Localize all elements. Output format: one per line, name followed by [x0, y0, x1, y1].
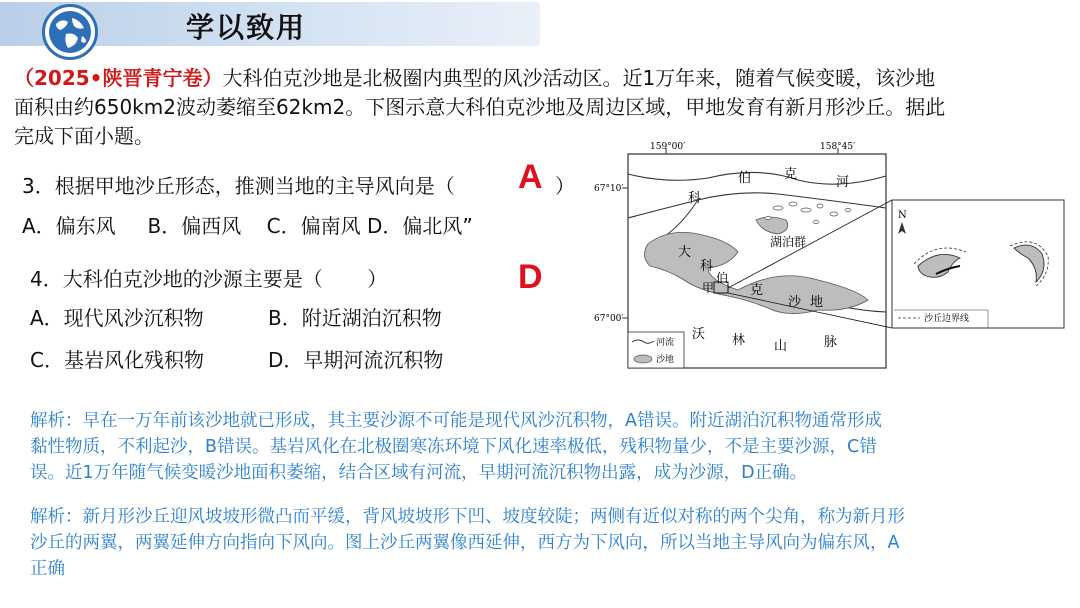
question-4-option-c: C．基岩风化残积物 — [30, 348, 204, 372]
analysis-q4-line-3: 误。近1万年随气候变暖沙地面积萎缩，结合区域有河流，早期河流沉积物出露，成为沙源，D正确。 — [30, 463, 808, 483]
label-sha: 沙 — [788, 295, 802, 310]
analysis-q3 — [30, 504, 1040, 582]
legend-river: 河流 — [656, 338, 675, 348]
intro-line-1 — [14, 64, 1064, 93]
label-di: 地 — [810, 295, 824, 310]
question-4-option-a: A．现代风沙沉积物 — [30, 306, 204, 330]
question-4-answer: D — [518, 258, 543, 296]
label-jia: 甲 — [702, 281, 715, 295]
label-shan: 山 — [774, 339, 788, 354]
boundary-label: 沙丘边界线 — [924, 314, 970, 324]
analysis-q3-line-2: 沙丘的两翼，两翼延伸方向指向下风向。图上沙丘两翼像西延伸，西方为下风向，所以当地主导风向为偏东风，A — [30, 533, 900, 553]
question-4-option-d: D．早期河流沉积物 — [268, 348, 444, 372]
label-bo: 伯 — [716, 271, 729, 285]
analysis-q4-line-2: 黏性物质，不利起沙，B错误。基岩风化在北极圈寒冻环境下风化速率极低，残积物量少，不是主要沙源，C错 — [30, 437, 877, 457]
question-3-options: A．偏东风 B．偏西风 C．偏南风 D．偏北风” — [22, 214, 473, 238]
question-4-option-b: B．附近湖泊沉积物 — [268, 306, 442, 330]
lon-left-label: 159°00′ — [650, 142, 686, 152]
label-lakes: 湖泊群 — [770, 235, 807, 249]
label-ke3: 克 — [750, 283, 764, 298]
map-figure — [588, 140, 1068, 372]
page-title: 学以致用 — [186, 11, 307, 44]
label-da: 大 — [678, 245, 692, 260]
label-river-ke: 科 — [688, 191, 702, 206]
globe-icon — [42, 4, 98, 60]
label-lin: 林 — [732, 333, 746, 348]
intro-line-2: 面积由约650km2波动萎缩至62km2。下图示意大科伯克沙地及周边区域，甲地发育有新月形沙丘。据此 — [14, 95, 946, 119]
label-river-bo: 伯 — [738, 171, 752, 186]
intro-line-3: 完成下面小题。 — [14, 124, 154, 148]
label-wo: 沃 — [692, 327, 706, 342]
lat-top-label: 67°10′ — [594, 184, 624, 194]
label-ke: 科 — [700, 259, 714, 274]
analysis-q3-line-1: 解析：新月形沙丘迎风坡坡形微凸而平缓，背风坡坡形下凹、坡度较陡；两侧有近似对称的两个尖角，称为新月形 — [30, 507, 905, 527]
label-mai: 脉 — [824, 335, 838, 350]
legend-sand: 沙地 — [656, 355, 675, 365]
source-tag: （2025•陕晋青宁卷） — [14, 66, 223, 90]
analysis-q4 — [30, 408, 1040, 486]
question-3-text: 3．根据甲地沙丘形态，推测当地的主导风向是（ — [22, 174, 455, 198]
question-4-stem: 4．大科伯克沙地的沙源主要是（ ） — [30, 267, 388, 291]
intro-paragraph — [14, 64, 1064, 151]
question-3-close: ） — [555, 174, 575, 198]
label-river-ke2: 克 — [784, 167, 798, 182]
label-river-he: 河 — [836, 175, 850, 190]
intro-text-1: 大科伯克沙地是北极圈内典型的风沙活动区。近1万年来，随着气候变暖，该沙地 — [222, 66, 936, 90]
analysis-q3-line-3: 正确 — [30, 559, 65, 579]
lat-bottom-label: 67°00′ — [594, 314, 624, 324]
analysis-q4-line-1: 解析：早在一万年前该沙地就已形成，其主要沙源不可能是现代风沙沉积物，A错误。附近湖泊沉积物通常形成 — [30, 411, 882, 431]
question-3-stem — [22, 170, 455, 199]
question-3-answer: A — [518, 158, 543, 196]
north-label: N — [898, 210, 907, 221]
lon-right-label: 158°45′ — [820, 142, 856, 152]
